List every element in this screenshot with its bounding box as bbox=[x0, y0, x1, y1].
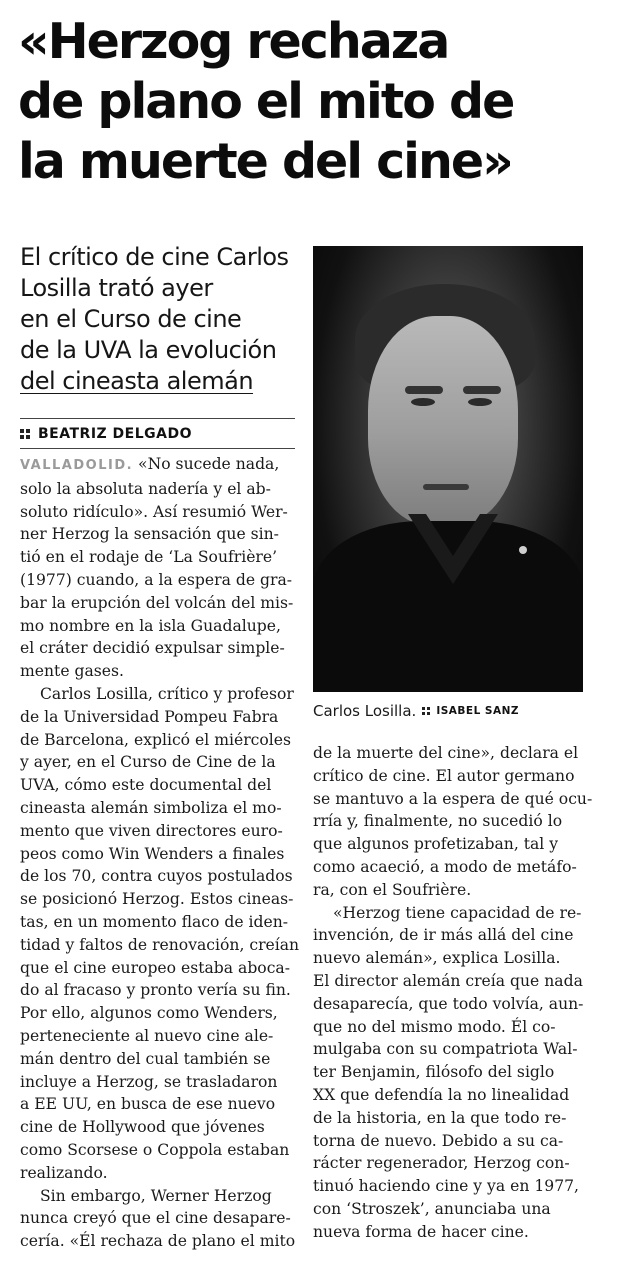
text-line: cine de Hollywood que jóvenes bbox=[20, 1118, 265, 1137]
text-line: el cráter decidió expulsar simple- bbox=[20, 639, 285, 658]
text-line: UVA, cómo este documental del bbox=[20, 776, 272, 795]
headline-line: «Herzog rechaza bbox=[18, 13, 449, 70]
text-line: invención, de ir más allá del cine bbox=[313, 926, 574, 945]
text-line: torna de nuevo. Debido a su ca- bbox=[313, 1131, 564, 1150]
text-line: que no del mismo modo. Él co- bbox=[313, 1017, 556, 1036]
text-line: tinuó haciendo cine y ya en 1977, bbox=[313, 1177, 579, 1196]
headline bbox=[18, 12, 618, 192]
text-line: tas, en un momento flaco de iden- bbox=[20, 912, 289, 931]
text-line: de la historia, en la que todo re- bbox=[313, 1108, 567, 1127]
text-line: como acaeció, a modo de metáfo- bbox=[313, 857, 577, 876]
text-line: tidad y faltos de renovación, creían bbox=[20, 935, 300, 954]
caption-text: Carlos Losilla. bbox=[313, 702, 417, 720]
text-line: do al fracaso y pronto vería su fin. bbox=[20, 981, 291, 1000]
headline-line: de plano el mito de bbox=[18, 73, 514, 130]
text-line: de la muerte del cine», declara el bbox=[313, 744, 579, 762]
text-line: ter Benjamin, filósofo del siglo bbox=[313, 1063, 555, 1082]
text-line: cineasta alemán simboliza el mo- bbox=[20, 798, 282, 817]
byline bbox=[20, 426, 192, 442]
text-line: crítico de cine. El autor germano bbox=[313, 766, 575, 785]
subheadline bbox=[20, 242, 305, 397]
text-line: realizando. bbox=[20, 1163, 108, 1182]
bullet-dots-icon bbox=[20, 429, 30, 439]
left-column bbox=[20, 453, 300, 1253]
text-line: Sin embargo, Werner Herzog bbox=[40, 1186, 272, 1205]
text-line: solo la absoluta nadería y el ab- bbox=[20, 479, 271, 498]
subhead-line: del cineasta alemán bbox=[20, 367, 254, 395]
portrait-photo bbox=[313, 246, 583, 692]
text-line: El director alemán creía que nada bbox=[313, 971, 583, 990]
text-line: de la Universidad Pompeu Fabra bbox=[20, 707, 279, 726]
text-line: nuevo alemán», explica Losilla. bbox=[313, 949, 561, 968]
right-column bbox=[313, 742, 593, 1244]
text-line: perteneciente al nuevo cine ale- bbox=[20, 1026, 274, 1045]
text-line: mán dentro del cual también se bbox=[20, 1049, 271, 1068]
subhead-line: El crítico de cine Carlos bbox=[20, 243, 289, 271]
text-line: Carlos Losilla, crítico y profesor bbox=[40, 684, 294, 703]
author-name: BEATRIZ DELGADO bbox=[38, 426, 193, 442]
subhead-line: Losilla trató ayer bbox=[20, 274, 213, 302]
subhead-line: de la UVA la evolución bbox=[20, 336, 277, 364]
photo-credit: ISABEL SANZ bbox=[436, 705, 520, 717]
text-line: mente gases. bbox=[20, 662, 124, 681]
text-line: mento que viven directores euro- bbox=[20, 821, 283, 840]
text-line: «Herzog tiene capacidad de re- bbox=[333, 903, 582, 922]
text-line: bar la erupción del volcán del mis- bbox=[20, 593, 294, 612]
text-line: nunca creyó que el cine desapare- bbox=[20, 1209, 291, 1228]
text-line: mulgaba con su compatriota Wal- bbox=[313, 1040, 578, 1059]
text-line: XX que defendía la no linealidad bbox=[313, 1085, 570, 1104]
text-line: con ‘Stroszek’, anunciaba una bbox=[313, 1199, 551, 1218]
text-line: rría y, finalmente, no sucedió lo bbox=[313, 812, 563, 831]
dateline-city: VALLADOLID. bbox=[20, 458, 134, 473]
text-line: tió en el rodaje de ‘La Soufrière’ bbox=[20, 548, 278, 567]
text-line: nueva forma de hacer cine. bbox=[313, 1222, 529, 1241]
text-line: peos como Win Wenders a finales bbox=[20, 844, 285, 863]
text-line: soluto ridículo». Así resumió Wer- bbox=[20, 502, 288, 521]
text-line: (1977) cuando, a la espera de gra- bbox=[20, 570, 293, 589]
text-line: desaparecía, que todo volvía, aun- bbox=[313, 994, 584, 1013]
text-line-content: «No sucede nada, bbox=[138, 455, 280, 473]
text-line: que el cine europeo estaba aboca- bbox=[20, 958, 290, 977]
text-line bbox=[20, 453, 292, 478]
byline-divider bbox=[20, 418, 295, 419]
text-line: de Barcelona, explicó el miércoles bbox=[20, 730, 291, 749]
text-line: como Scorsese o Coppola estaban bbox=[20, 1140, 290, 1159]
text-line: rácter regenerador, Herzog con- bbox=[313, 1154, 570, 1173]
subhead-line: en el Curso de cine bbox=[20, 305, 242, 333]
text-line: ra, con el Soufrière. bbox=[313, 880, 472, 899]
text-line: Por ello, algunos como Wenders, bbox=[20, 1004, 278, 1023]
bullet-dots-icon bbox=[422, 707, 430, 715]
text-line: mo nombre en la isla Guadalupe, bbox=[20, 616, 281, 635]
text-line: a EE UU, en busca de ese nuevo bbox=[20, 1095, 276, 1114]
text-line: y ayer, en el Curso de Cine de la bbox=[20, 753, 276, 772]
headline-line: la muerte del cine» bbox=[18, 133, 512, 190]
photo-caption bbox=[313, 702, 519, 720]
text-line: cería. «Él rechaza de plano el mito bbox=[20, 1232, 296, 1251]
text-line: incluye a Herzog, se trasladaron bbox=[20, 1072, 278, 1091]
byline-divider bbox=[20, 448, 295, 449]
text-line: de los 70, contra cuyos postulados bbox=[20, 867, 293, 886]
text-line: ner Herzog la sensación que sin- bbox=[20, 525, 279, 544]
text-line: que algunos profetizaban, tal y bbox=[313, 835, 559, 854]
text-line: se mantuvo a la espera de qué ocu- bbox=[313, 789, 593, 808]
text-line: se posicionó Herzog. Estos cineas- bbox=[20, 890, 294, 909]
